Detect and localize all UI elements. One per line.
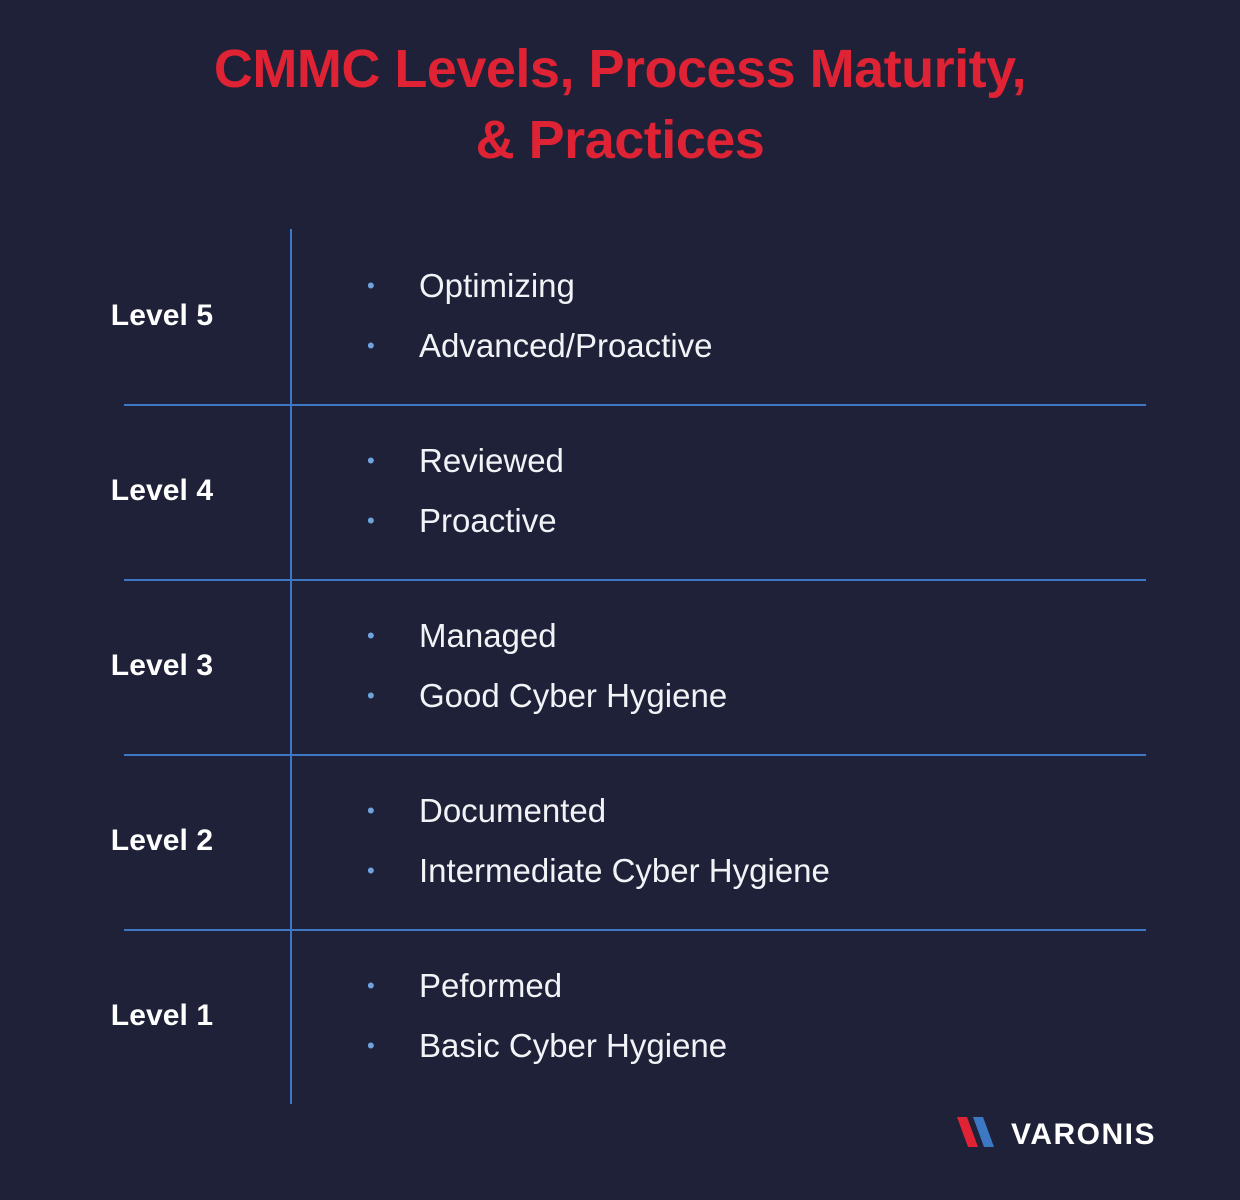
- bullet-icon: •: [367, 858, 375, 884]
- table-row: [0, 404, 1240, 579]
- list-item: [367, 956, 1240, 1016]
- list-item: [367, 491, 1240, 551]
- varonis-wordmark: VARONIS: [1011, 1117, 1156, 1151]
- table-row: [0, 229, 1240, 404]
- bullet-icon: •: [367, 683, 375, 709]
- varonis-mark-icon: [957, 1115, 1003, 1154]
- practices-cell: [292, 229, 1240, 404]
- practice-text: Optimizing: [419, 266, 575, 304]
- practice-text: Intermediate Cyber Hygiene: [419, 852, 830, 890]
- list-item: [367, 781, 1240, 841]
- table-row: [0, 929, 1240, 1104]
- level-cell: [0, 754, 290, 929]
- practice-text: Reviewed: [419, 441, 564, 479]
- level-cell: [0, 229, 290, 404]
- practice-text: Peformed: [419, 966, 563, 1004]
- level-label: Level 2: [110, 824, 214, 858]
- varonis-logo: [957, 1115, 1156, 1154]
- table-row: [0, 754, 1240, 929]
- bullet-icon: •: [367, 508, 375, 534]
- level-label: Level 3: [110, 649, 214, 683]
- page-title: [0, 0, 1240, 177]
- bullet-icon: •: [367, 797, 375, 823]
- level-label: Level 1: [110, 999, 214, 1033]
- bullet-icon: •: [367, 972, 375, 998]
- practices-cell: [292, 929, 1240, 1104]
- level-label: Level 5: [110, 299, 214, 333]
- level-cell: [0, 579, 290, 754]
- bullet-icon: •: [367, 622, 375, 648]
- list-item: [367, 841, 1240, 901]
- page-title-line-2: & Practices: [475, 110, 765, 171]
- list-item: [367, 256, 1240, 316]
- bullet-icon: •: [367, 1033, 375, 1059]
- practice-text: Proactive: [419, 502, 557, 540]
- list-item: [367, 606, 1240, 666]
- list-item: [367, 316, 1240, 376]
- practices-cell: [292, 754, 1240, 929]
- list-item: [367, 1016, 1240, 1076]
- level-cell: [0, 404, 290, 579]
- practice-text: Documented: [419, 791, 607, 829]
- level-cell: [0, 929, 290, 1104]
- practice-text: Advanced/Proactive: [419, 327, 713, 365]
- practices-cell: [292, 404, 1240, 579]
- practice-text: Good Cyber Hygiene: [419, 677, 728, 715]
- level-label: Level 4: [110, 474, 214, 508]
- bullet-icon: •: [367, 272, 375, 298]
- list-item: [367, 666, 1240, 726]
- practice-text: Managed: [419, 616, 557, 654]
- bullet-icon: •: [367, 333, 375, 359]
- bullet-icon: •: [367, 447, 375, 473]
- list-item: [367, 431, 1240, 491]
- cmmc-levels-table: [0, 229, 1240, 1104]
- page-title-line-1: CMMC Levels, Process Maturity,: [213, 39, 1027, 99]
- table-row: [0, 579, 1240, 754]
- practices-cell: [292, 579, 1240, 754]
- practice-text: Basic Cyber Hygiene: [419, 1027, 728, 1065]
